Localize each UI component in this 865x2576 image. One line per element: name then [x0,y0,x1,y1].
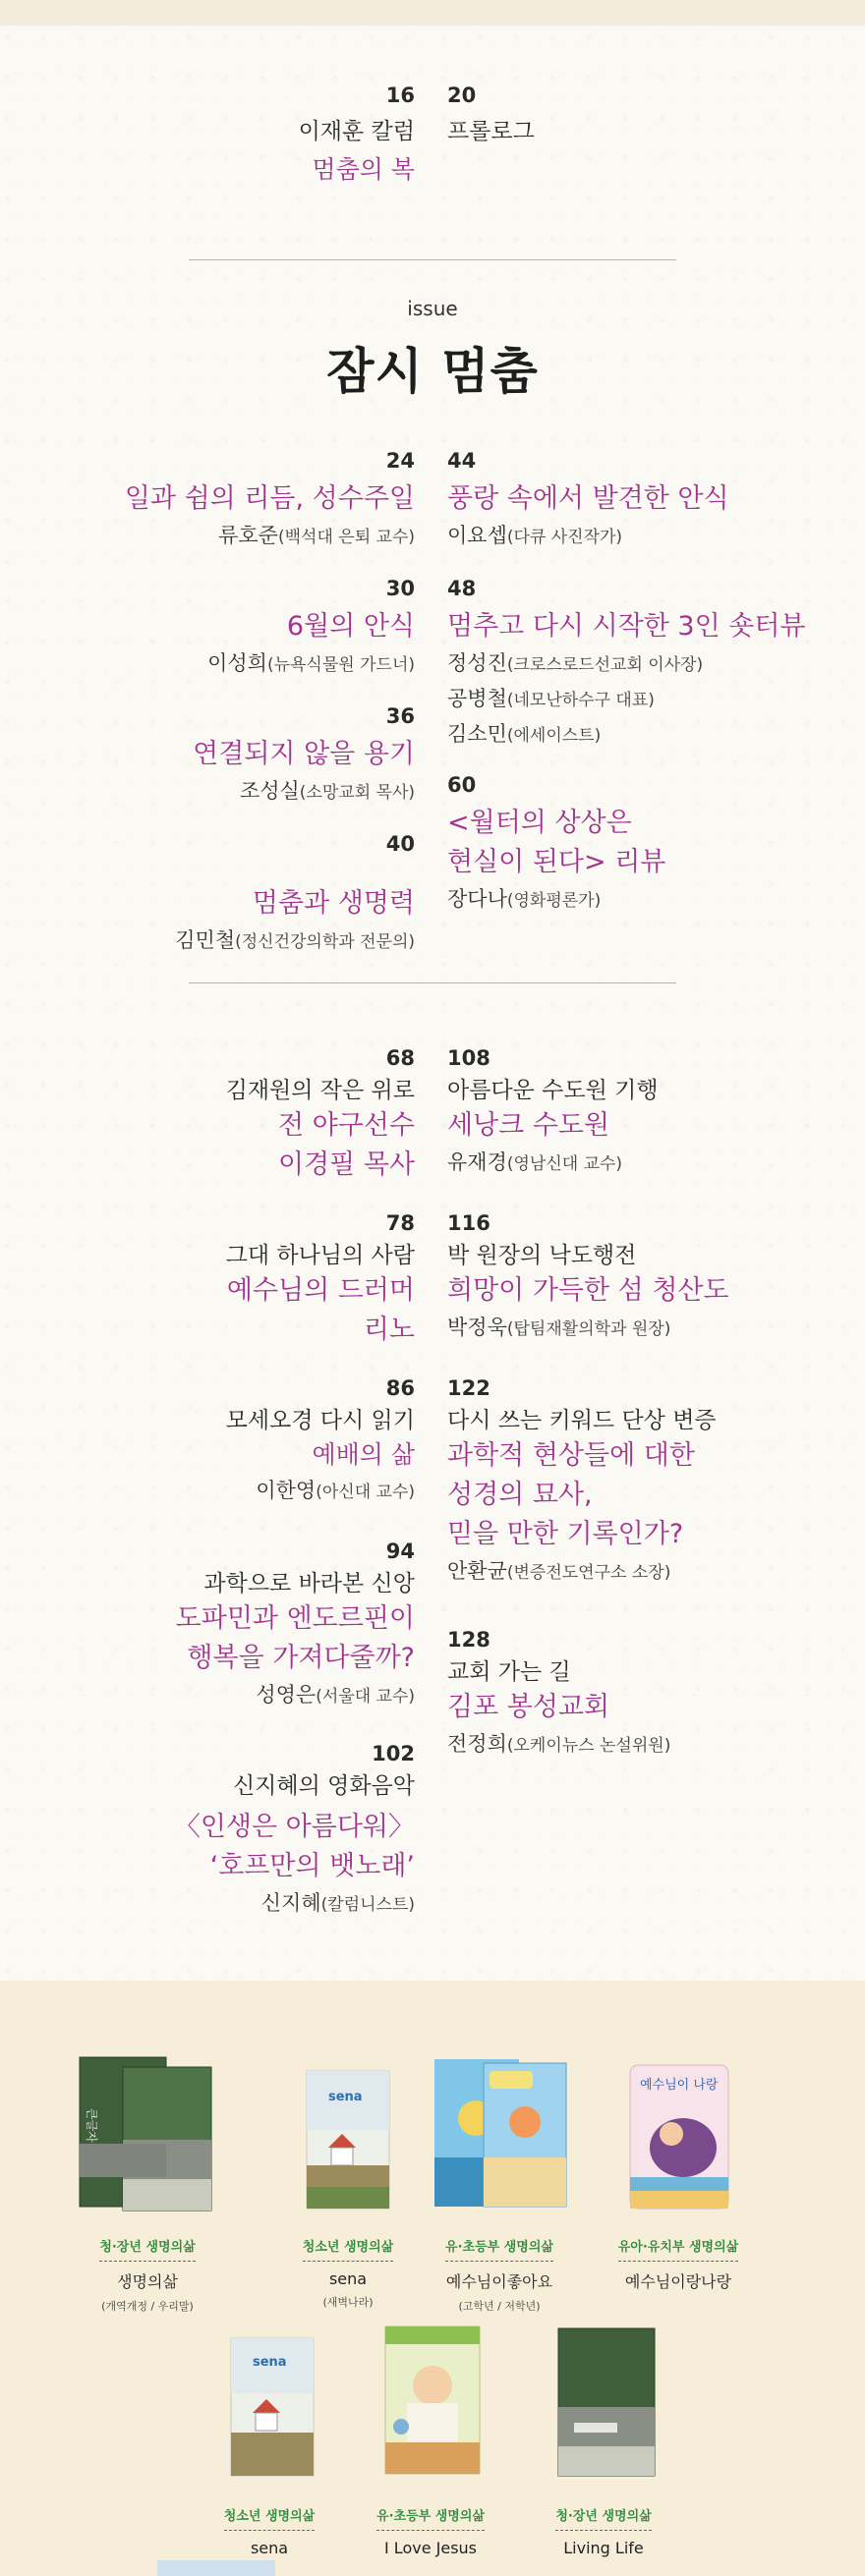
article-title-line2[interactable]: ‘호프만의 뱃노래’ [209,1851,415,1881]
author: 정성진(크로스로드선교회 이사장) [447,651,704,675]
product-card[interactable] [515,2317,692,2557]
issue-entry [193,703,415,810]
author: 유재경(영남신대 교수) [447,1150,623,1174]
author: 장다나(영화평론가) [447,887,602,911]
author: 이요셉(다큐 사진작가) [447,524,623,547]
product-name: 예수님이랑나랑 [624,2272,732,2291]
series-title: 박 원장의 낙도행전 [447,1243,637,1268]
product-name: Living Life [563,2539,644,2557]
product-category: 청소년 생명의삶 [303,2236,393,2262]
author: 신지혜(칼럼니스트) [260,1891,415,1915]
issue-entry [447,772,665,918]
product-category: 청·장년 생명의삶 [555,2505,651,2531]
product-card[interactable] [59,2049,236,2314]
author: 안환균(변증전도연구소 소장) [447,1559,671,1583]
product-category: 유·초등부 생명의삶 [376,2505,485,2531]
issue-entry [125,448,415,554]
product-card[interactable] [590,2049,767,2292]
product-sub: (새벽나라) [322,2296,374,2309]
page-number: 122 [447,1376,490,1400]
issue-entry [175,831,415,959]
page-number: 108 [447,1046,490,1070]
issue-title: 잠시 멈춤 [326,343,539,400]
page-number: 102 [372,1742,415,1765]
article-title[interactable]: <월터의 상상은 [447,808,632,838]
svg-text:sena: sena [253,2355,287,2370]
article-title[interactable]: 과학적 현상들에 대한 [447,1440,695,1471]
author: 이한영(아신대 교수) [256,1479,415,1502]
series-title: 아름다운 수도원 기행 [447,1078,659,1103]
page-number: 20 [447,84,477,107]
page-number: 94 [385,1540,415,1563]
article-title[interactable]: 멈추고 다시 시작한 3인 숏터뷰 [447,611,806,642]
svg-text:큰글자: 큰글자 [85,2108,98,2143]
page-number: 36 [385,704,415,728]
column-entry [226,1210,415,1350]
column-entry [447,1210,729,1346]
series-title: 김재원의 작은 위로 [225,1078,415,1103]
product-card[interactable] [260,2049,436,2310]
column-entry [176,1539,415,1713]
page-number: 78 [385,1211,415,1235]
issue-entry [207,576,415,682]
product-name: 예수님이좋아요 [445,2272,553,2291]
article-title-line3[interactable]: 믿을 만한 기록인가? [447,1519,684,1549]
series-title: 그대 하나님의 사람 [225,1243,415,1268]
book-cover-image [372,2317,490,2484]
product-category: 유·초등부 생명의삶 [445,2236,553,2262]
page-number: 68 [385,1046,415,1070]
page-number: 30 [385,577,415,600]
product-category: 유아·유치부 생명의삶 [618,2236,739,2262]
scroll-indicator [157,2560,275,2576]
product-card[interactable] [411,2049,588,2314]
column-entry [447,1375,717,1590]
author: 전정희(오케이뉴스 논설위원) [447,1732,671,1756]
article-title[interactable]: 전 야구선수 [278,1110,415,1141]
article-title-line2[interactable]: 행복을 가져다줄까? [187,1643,415,1673]
issue-entry [447,448,729,554]
author: 김민철(정신건강의학과 전문의) [175,928,415,952]
book-cover-image [431,2049,568,2214]
issue-tag: issue [407,297,458,320]
issue-header [0,297,865,403]
svg-text:예수님이 나랑: 예수님이 나랑 [640,2078,719,2093]
product-name: I Love Jesus [384,2539,477,2557]
product-category: 청·장년 생명의삶 [99,2236,195,2262]
article-title[interactable]: 김포 봉성교회 [447,1692,610,1722]
series-title: 신지혜의 영화음악 [232,1773,415,1799]
column-entry [447,1627,670,1763]
divider [189,259,676,260]
article-title[interactable]: 희망이 가득한 섬 청산도 [447,1275,729,1306]
article-title[interactable]: 프롤로그 [447,119,535,144]
divider [189,982,676,983]
article-title[interactable]: 6월의 안식 [286,611,415,642]
series-title: 모세오경 다시 읽기 [225,1408,415,1433]
top-band [0,0,865,26]
book-cover-image [545,2317,663,2484]
article-title[interactable]: 연결되지 않을 용기 [193,739,415,769]
article-title[interactable]: 예배의 삶 [312,1440,415,1469]
article-title[interactable]: 도파민과 엔도르핀이 [175,1603,415,1634]
product-sub: (고학년 / 저학년) [458,2300,541,2313]
article-title[interactable]: 일과 쉼의 리듬, 성수주일 [124,483,415,514]
author: 류호준(백석대 은퇴 교수) [218,524,415,547]
series-title: 다시 쓰는 키워드 단상 변증 [447,1408,717,1433]
book-cover-image [614,2049,742,2214]
article-title[interactable]: 세낭크 수도원 [447,1110,610,1141]
article-title[interactable]: 예수님의 드러머 [226,1275,415,1306]
product-category: 청소년 생명의삶 [224,2505,315,2531]
column-entry [226,1375,415,1509]
article-title-line2[interactable]: 성경의 묘사, [447,1480,593,1510]
article-title[interactable]: 풍랑 속에서 발견한 안식 [447,483,729,514]
article-title[interactable]: 이재훈 칼럼 [298,119,415,144]
article-title-line2[interactable]: 리노 [363,1315,415,1345]
issue-entry [447,576,806,753]
product-name: sena [328,2269,368,2288]
product-name: sena [250,2539,289,2557]
page-number: 44 [447,449,477,473]
column-entry [174,1741,415,1922]
page-number: 16 [385,84,415,107]
author: 이성희(뉴욕식물원 가드너) [207,651,415,675]
page-number: 24 [385,449,415,473]
page-number: 116 [447,1211,490,1235]
article-title[interactable]: 멈춤과 생명력 [252,888,415,919]
page-number: 128 [447,1628,490,1652]
page-number: 60 [447,773,477,797]
front-right [447,83,535,147]
article-title-line2[interactable]: 이경필 목사 [278,1149,415,1180]
page-number: 86 [385,1376,415,1400]
series-title: 과학으로 바라본 신앙 [203,1571,415,1596]
page-number: 40 [385,832,415,856]
author: 공병철(네모난하수구 대표) [447,687,655,710]
author: 김소민(에세이스트) [447,722,602,746]
product-card[interactable] [342,2317,519,2557]
page-number: 48 [447,577,477,600]
book-cover-image [74,2049,221,2214]
author: 성영은(서울대 교수) [256,1683,415,1707]
book-cover-image [215,2317,323,2484]
product-sub: (개역개정 / 우리말) [101,2300,194,2313]
author: 박정욱(탑팀재활의학과 원장) [447,1316,671,1339]
book-cover-image [299,2049,397,2214]
article-title-line2[interactable]: 현실이 된다> 리뷰 [447,847,666,877]
svg-text:sena: sena [328,2090,363,2104]
product-card[interactable] [181,2317,358,2557]
column-entry [226,1045,415,1185]
article-title[interactable]: 〈인생은 아름다워〉 [173,1812,415,1842]
column-entry [447,1045,659,1181]
front-left [299,83,415,189]
author: 조성실(소망교회 목사) [239,779,415,803]
product-name: 생명의삶 [117,2272,178,2291]
article-highlight[interactable]: 멈춤의 복 [312,155,415,184]
series-title: 교회 가는 길 [447,1659,571,1685]
